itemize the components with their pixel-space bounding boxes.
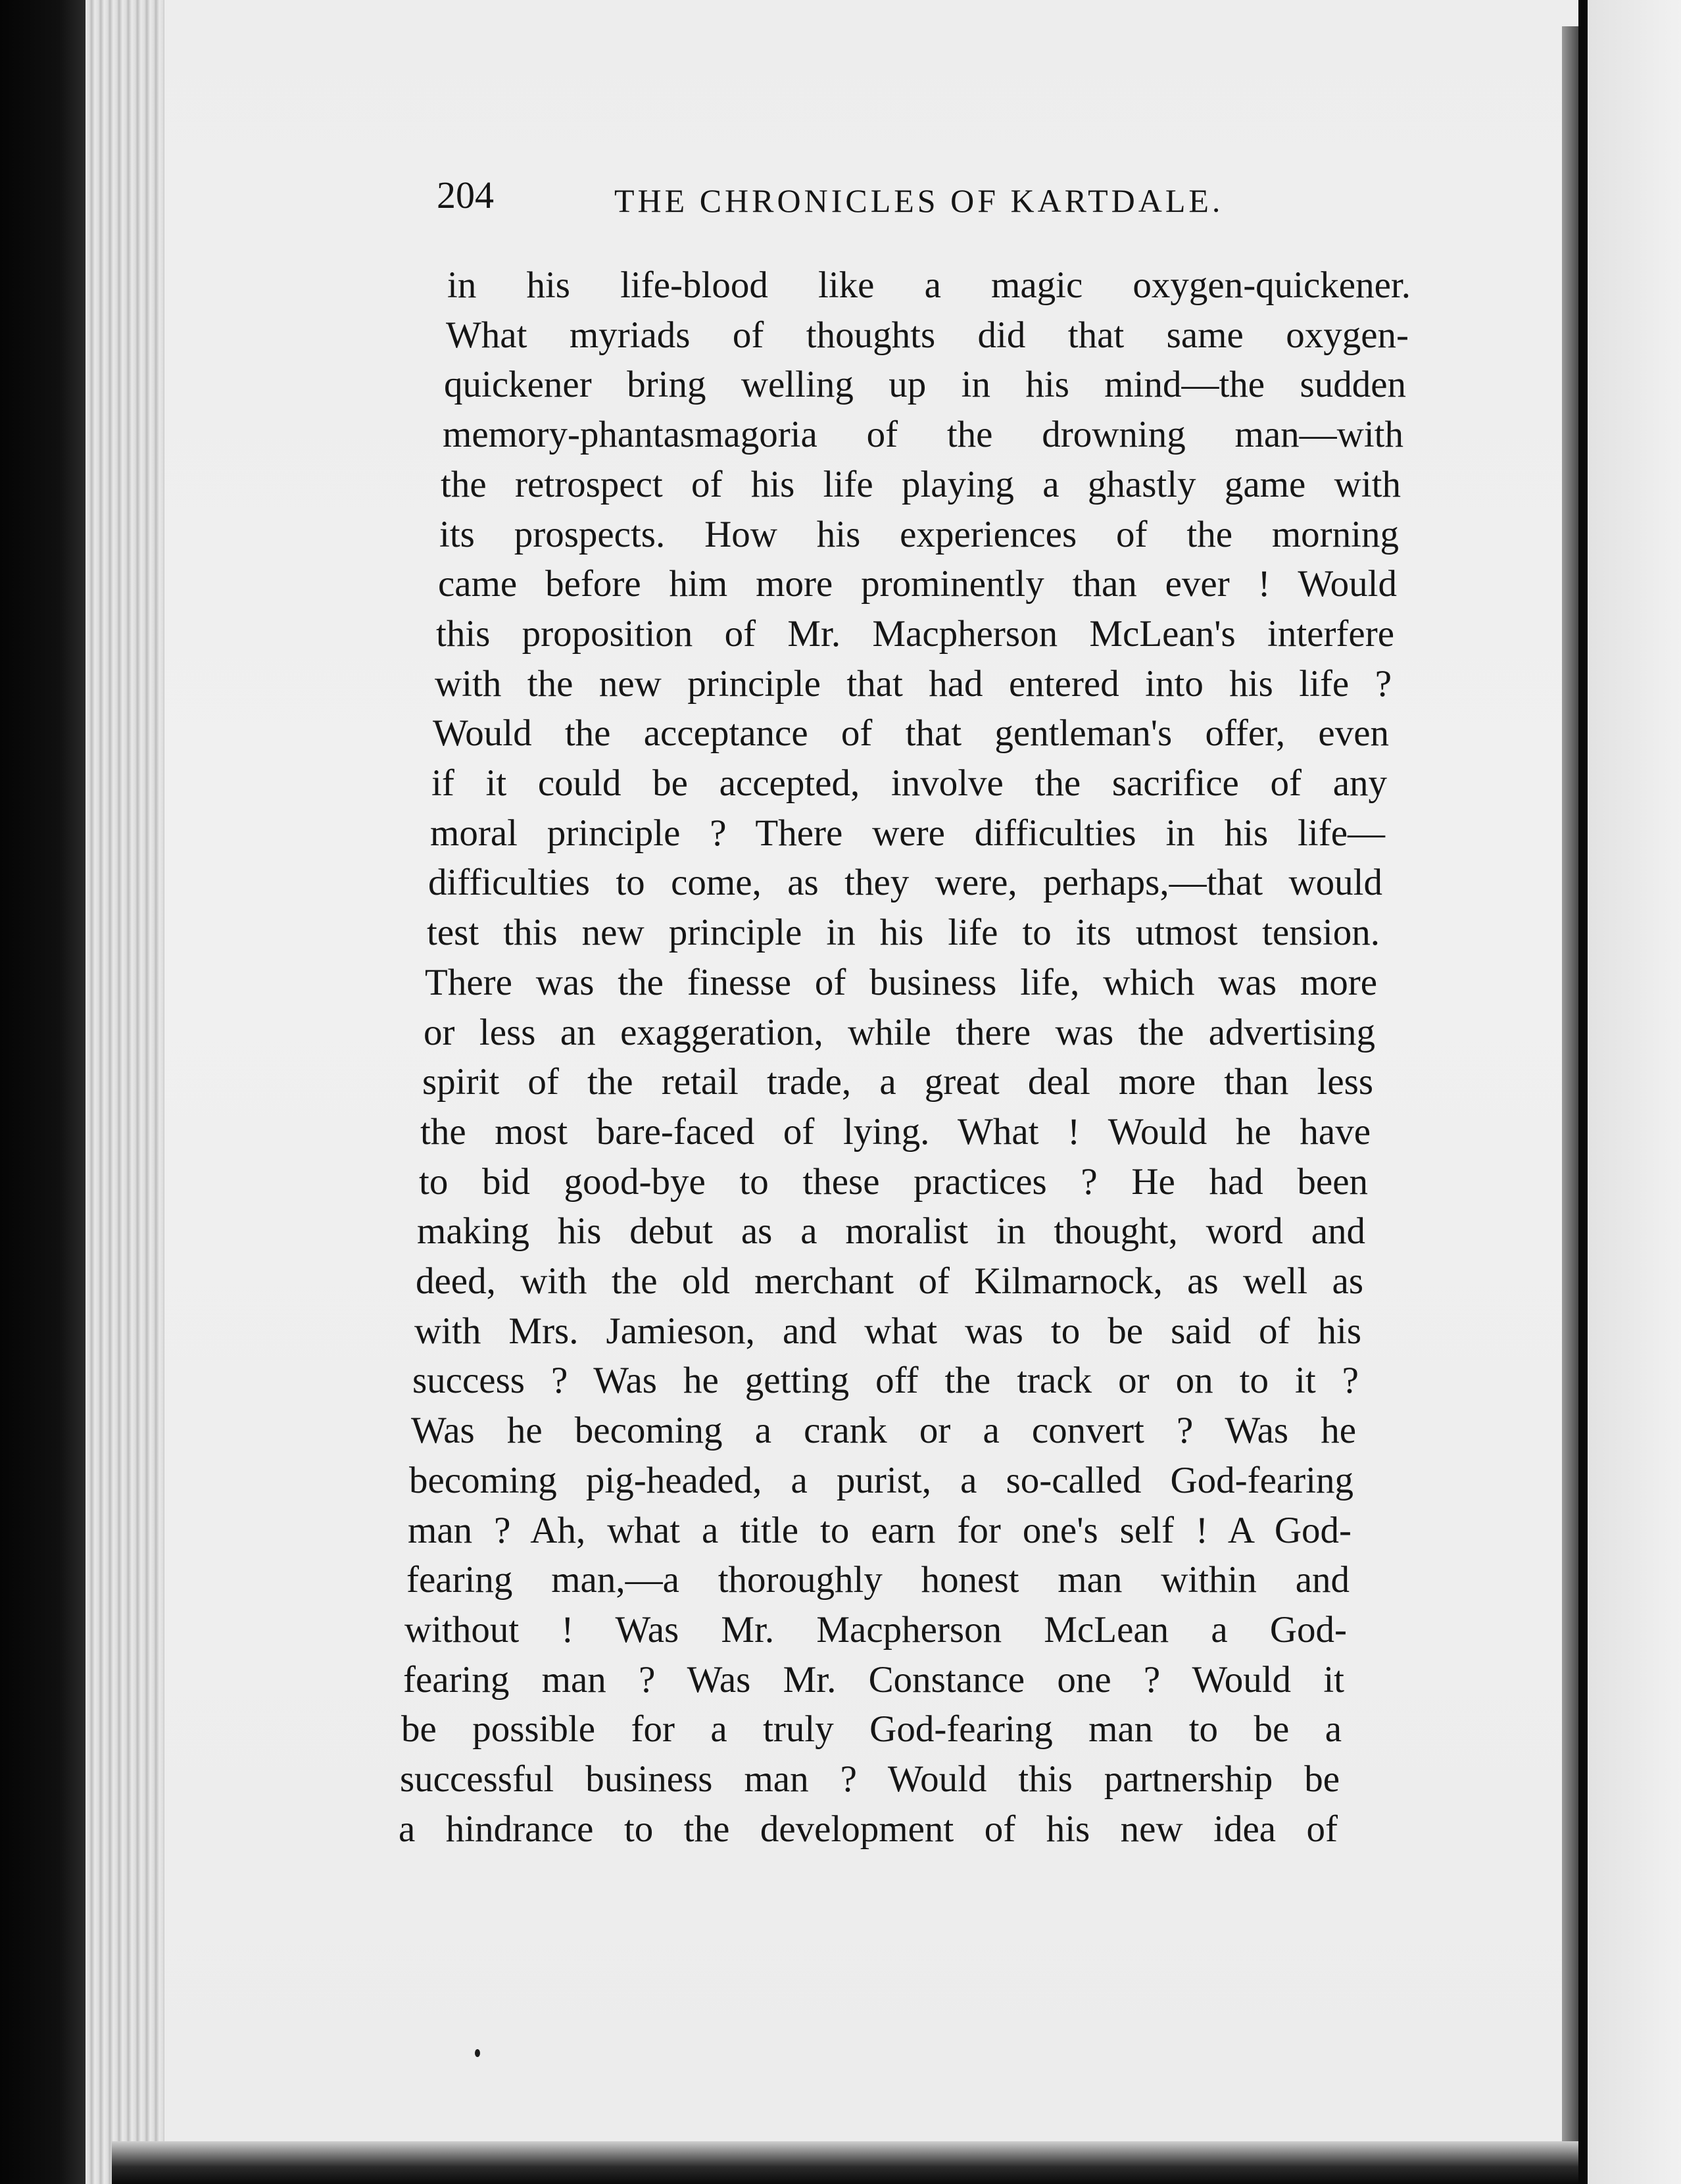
text-line: becoming pig-headed, a purist, a so-called God-fearing xyxy=(409,1459,1353,1501)
text-line: deed, with the old merchant of Kilmarnock, as well as xyxy=(416,1260,1363,1303)
text-line: difficulties to come, as they were, perhaps,—that would xyxy=(428,862,1382,904)
text-line: spirit of the retail trade, a great deal more than less xyxy=(422,1061,1373,1103)
text-line: making his debut as a moralist in thought, word and xyxy=(417,1210,1365,1253)
text-line: the retrospect of his life playing a ghastly game with xyxy=(441,463,1401,505)
text-line: this proposition of Mr. Macpherson McLean's interfere xyxy=(436,612,1394,655)
text-line: the most bare-faced of lying. What ! Would he have xyxy=(420,1110,1371,1153)
text-line: to bid good-bye to these practices ? He had been xyxy=(419,1160,1368,1203)
text-line: without ! Was Mr. Macpherson McLean a God- xyxy=(404,1608,1347,1650)
text-line: came before him more prominently than ever ! Would xyxy=(438,563,1397,605)
text-line: There was the finesse of business life, which was more xyxy=(425,961,1377,1003)
text-line: Was he becoming a crank or a convert ? Was he xyxy=(411,1410,1356,1452)
bottom-page-edge xyxy=(112,2141,1578,2184)
stacked-page-edges xyxy=(85,0,164,2184)
text-line: with Mrs. Jamieson, and what was to be said of his xyxy=(414,1310,1361,1352)
ink-speck xyxy=(475,2049,480,2057)
running-title: THE CHRONICLES OF KARTDALE. xyxy=(614,182,1224,219)
text-line: in his life-blood like a magic oxygen-quickener. xyxy=(447,264,1411,306)
text-line: man ? Ah, what a title to earn for one's self ! A God- xyxy=(408,1509,1352,1551)
text-line: quickener bring welling up in his mind—the sudden xyxy=(444,364,1406,406)
text-line: its prospects. How his experiences of the morning xyxy=(439,513,1399,555)
gutter-divider xyxy=(1578,0,1588,2184)
text-line: or less an exaggeration, while there was the advertising xyxy=(424,1011,1375,1053)
text-line: a hindrance to the development of his new idea of xyxy=(399,1808,1338,1850)
page-number: 204 xyxy=(437,174,494,216)
body-text xyxy=(399,261,1421,1854)
text-line: success ? Was he getting off the track or on to it ? xyxy=(412,1360,1359,1402)
text-line: be possible for a truly God-fearing man to be a xyxy=(401,1708,1342,1750)
text-line: with the new principle that had entered into his life ? xyxy=(435,662,1392,705)
text-line: Would the acceptance of that gentleman's offer, even xyxy=(433,712,1389,755)
text-line: What myriads of thoughts did that same oxygen- xyxy=(446,314,1409,356)
text-line: fearing man ? Was Mr. Constance one ? Would it xyxy=(403,1658,1344,1700)
book-binding-edge xyxy=(0,0,85,2184)
text-line: test this new principle in his life to its utmost tension. xyxy=(427,912,1380,954)
text-line: memory-phantasmagoria of the drowning man—with xyxy=(443,414,1403,456)
page-header xyxy=(437,172,1259,225)
text-line: successful business man ? Would this partnership be xyxy=(400,1758,1340,1800)
text-line: fearing man,—a thoroughly honest man within and xyxy=(406,1559,1350,1601)
text-line: moral principle ? There were difficulties in his life— xyxy=(430,812,1385,854)
facing-page-edge xyxy=(1588,0,1681,2184)
text-line: if it could be accepted, involve the sacrifice of any xyxy=(431,762,1387,805)
